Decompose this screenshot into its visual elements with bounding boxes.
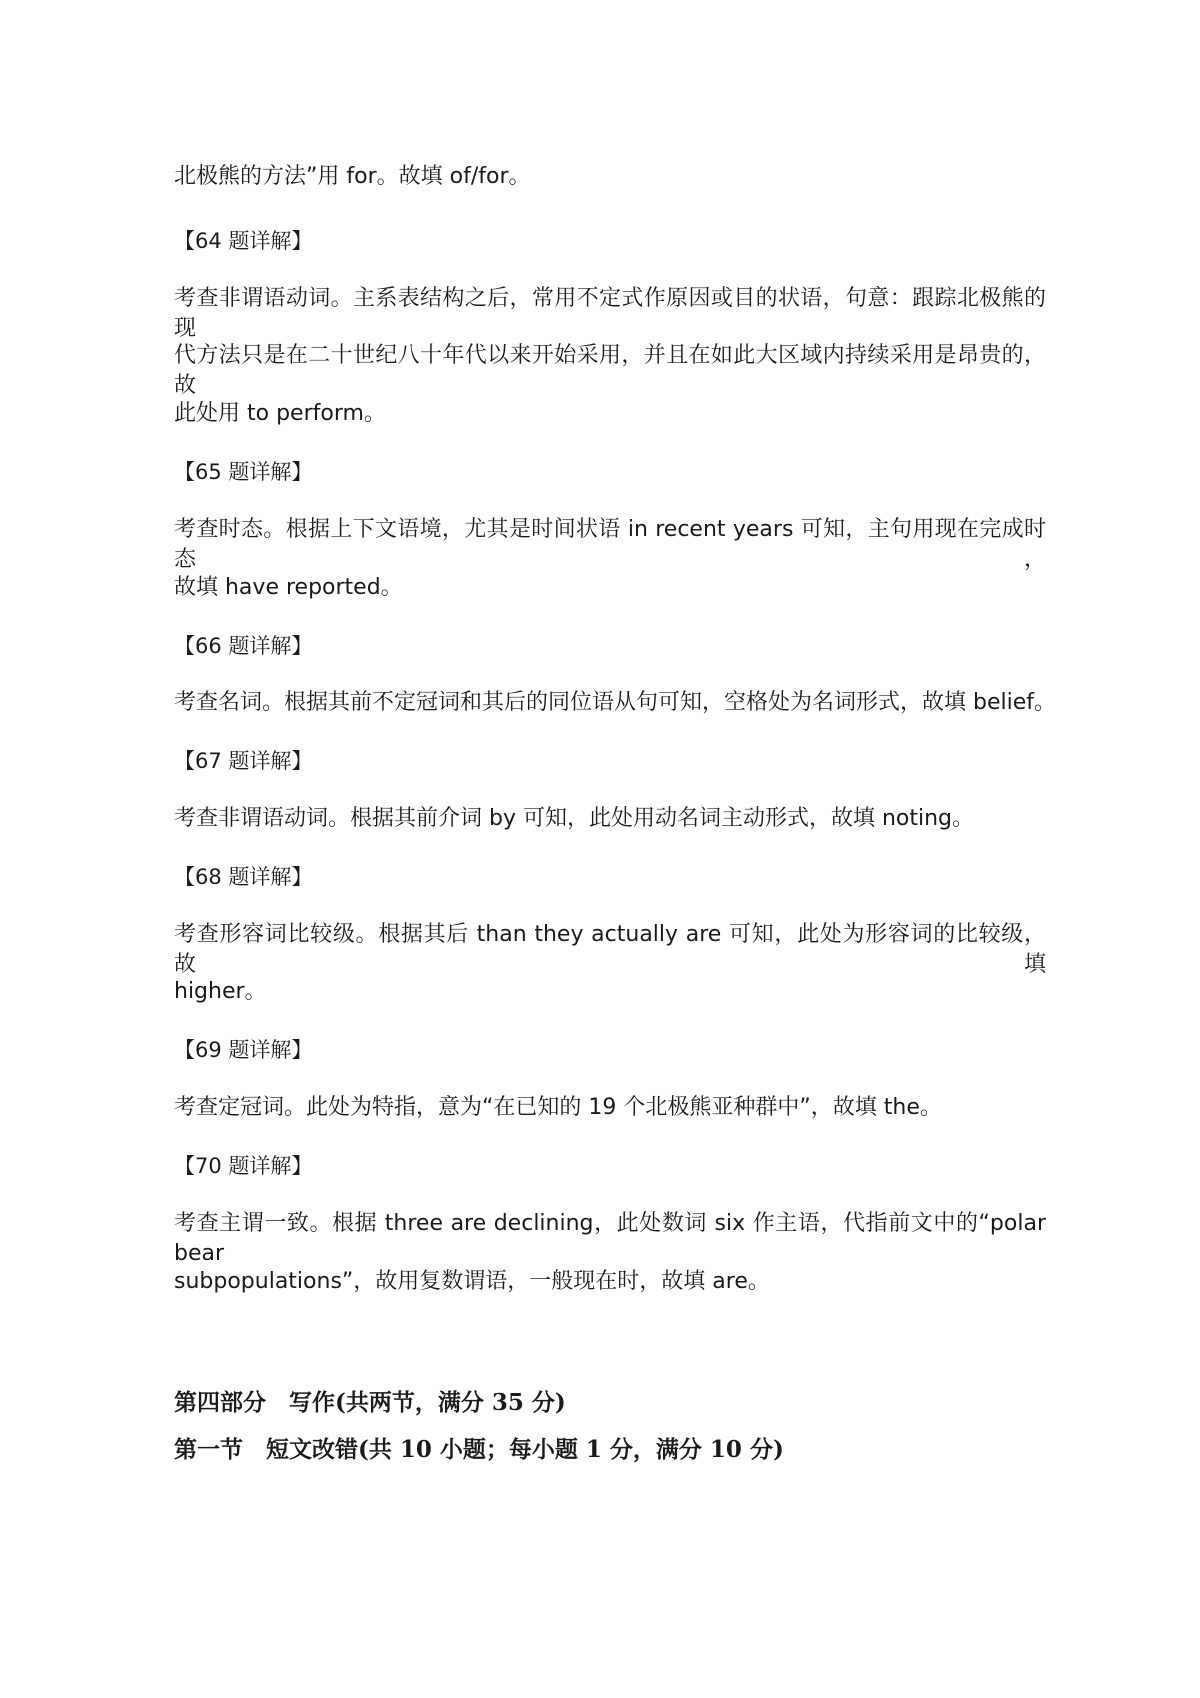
question-heading-69: 【69 题详解】 <box>174 1038 313 1062</box>
explanation-line: 考查主谓一致。根据 three are declining，此处数词 six 作主语，代指前文中的“polar bear <box>174 1211 1046 1266</box>
explanation-line: 考查形容词比较级。根据其后 than they actually are 可知，此处为形容词的比较级，故填 <box>174 922 1046 977</box>
section-title-section-one: 第一节 短文改错(共 10 小题；每小题 1 分，满分 10 分) <box>174 1436 784 1463</box>
answer-text-line: 北极熊的方法”用 for。故填 of/for。 <box>174 164 531 189</box>
explanation-line: 考查时态。根据上下文语境，尤其是时间状语 in recent years 可知，主句用现在完成时态， <box>174 517 1046 572</box>
explanation-line: 此处用 to perform。 <box>174 401 386 426</box>
explanation-line: 考查非谓语动词。主系表结构之后，常用不定式作原因或目的状语，句意：跟踪北极熊的现 <box>174 286 1046 341</box>
explanation-line: 考查非谓语动词。根据其前介词 by 可知，此处用动名词主动形式，故填 noting。 <box>174 806 975 831</box>
question-heading-70: 【70 题详解】 <box>174 1154 313 1178</box>
question-heading-64: 【64 题详解】 <box>174 229 313 253</box>
question-heading-68: 【68 题详解】 <box>174 865 313 889</box>
explanation-line: 考查定冠词。此处为特指，意为“在已知的 19 个北极熊亚种群中”，故填 the。 <box>174 1095 942 1120</box>
explanation-line: higher。 <box>174 979 267 1004</box>
explanation-line: 代方法只是在二十世纪八十年代以来开始采用，并且在如此大区域内持续采用是昂贵的，故 <box>174 343 1046 398</box>
explanation-line: 考查名词。根据其前不定冠词和其后的同位语从句可知，空格处为名词形式，故填 belief。 <box>174 690 1057 715</box>
section-title-part-four: 第四部分 写作(共两节，满分 35 分) <box>174 1389 566 1416</box>
question-heading-65: 【65 题详解】 <box>174 460 313 484</box>
question-heading-67: 【67 题详解】 <box>174 749 313 773</box>
explanation-line: subpopulations”，故用复数谓语，一般现在时，故填 are。 <box>174 1269 770 1294</box>
question-heading-66: 【66 题详解】 <box>174 634 313 658</box>
explanation-line: 故填 have reported。 <box>174 575 403 600</box>
